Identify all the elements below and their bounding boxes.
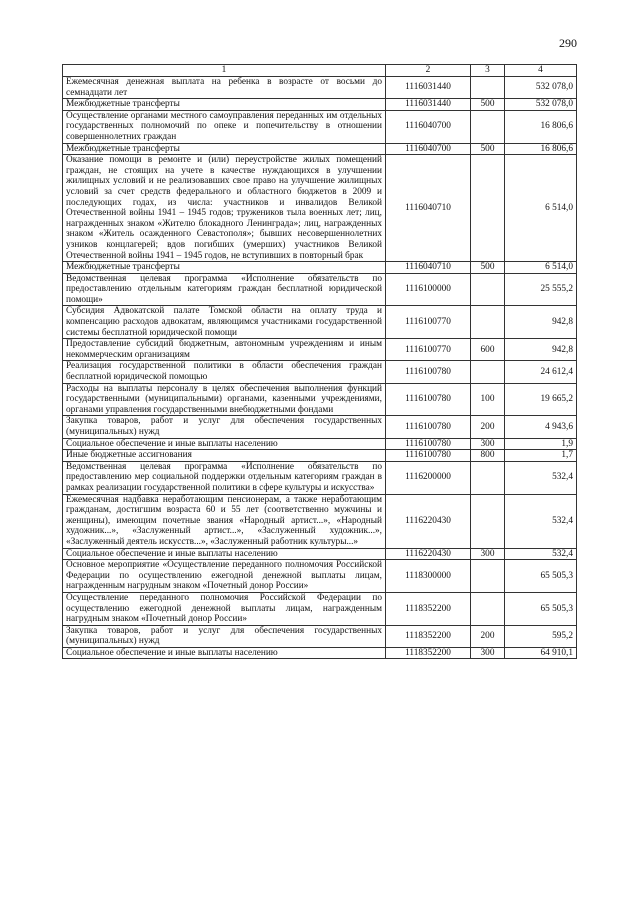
row-sum-cell: 532 078,0 <box>505 77 577 99</box>
row-name-cell: Расходы на выплаты персоналу в целях обеспечения выполнения функций государственными (муниципальными) органами, казенными учреждениями, органами управления государственными внебюджетными фондами <box>63 383 386 416</box>
table-row <box>63 625 577 647</box>
row-code-cell: 1116100770 <box>386 306 471 339</box>
row-code-cell: 1116100780 <box>386 383 471 416</box>
row-name-cell: Ежемесячная денежная выплата на ребенка в возрасте от восьми до семнадцати лет <box>63 77 386 99</box>
column-header: 1 <box>63 65 386 77</box>
table-row <box>63 339 577 361</box>
column-header: 2 <box>386 65 471 77</box>
row-name-cell: Межбюджетные трансферты <box>63 99 386 111</box>
row-sum-cell: 64 910,1 <box>505 647 577 659</box>
row-kvr-cell: 500 <box>471 99 505 111</box>
row-sum-cell: 532,4 <box>505 461 577 494</box>
page-number: 290 <box>559 36 577 50</box>
table-row <box>63 383 577 416</box>
row-code-cell: 1116100000 <box>386 273 471 306</box>
table-row <box>63 461 577 494</box>
row-name-cell: Основное мероприятие «Осуществление переданного полномочия Российской Федерации по осуществлению ежегодной денежной выплаты лицам, награжденным нагрудным знаком «Почетный донор России» <box>63 560 386 593</box>
table-header-row <box>63 65 577 77</box>
table-row <box>63 262 577 274</box>
row-sum-cell: 595,2 <box>505 625 577 647</box>
row-kvr-cell <box>471 592 505 625</box>
row-code-cell: 1118352200 <box>386 647 471 659</box>
row-code-cell: 1116031440 <box>386 77 471 99</box>
column-header: 4 <box>505 65 577 77</box>
row-sum-cell: 16 806,6 <box>505 110 577 143</box>
row-code-cell: 1116040710 <box>386 155 471 262</box>
table-row <box>63 560 577 593</box>
row-kvr-cell <box>471 273 505 306</box>
table-row <box>63 273 577 306</box>
table-row <box>63 438 577 450</box>
table-row <box>63 110 577 143</box>
row-sum-cell: 16 806,6 <box>505 143 577 155</box>
row-code-cell: 1116100780 <box>386 450 471 462</box>
row-kvr-cell: 300 <box>471 548 505 560</box>
row-name-cell: Межбюджетные трансферты <box>63 143 386 155</box>
table-row <box>63 450 577 462</box>
row-sum-cell: 6 514,0 <box>505 262 577 274</box>
row-kvr-cell: 600 <box>471 339 505 361</box>
table-row <box>63 494 577 548</box>
row-name-cell: Ведомственная целевая программа «Исполнение обязательств по предоставлению отдельным категориям граждан бесплатной юридической помощи» <box>63 273 386 306</box>
row-code-cell: 1116100780 <box>386 361 471 383</box>
row-name-cell: Социальное обеспечение и иные выплаты населению <box>63 548 386 560</box>
table-row <box>63 647 577 659</box>
row-kvr-cell <box>471 155 505 262</box>
row-kvr-cell <box>471 494 505 548</box>
row-code-cell: 1116100780 <box>386 416 471 438</box>
row-sum-cell: 6 514,0 <box>505 155 577 262</box>
row-name-cell: Социальное обеспечение и иные выплаты населению <box>63 438 386 450</box>
budget-table <box>62 64 577 659</box>
row-name-cell: Предоставление субсидий бюджетным, автономным учреждениям и иным некоммерческим организациям <box>63 339 386 361</box>
row-sum-cell: 4 943,6 <box>505 416 577 438</box>
table-row <box>63 143 577 155</box>
row-sum-cell: 25 555,2 <box>505 273 577 306</box>
row-kvr-cell <box>471 77 505 99</box>
row-kvr-cell: 800 <box>471 450 505 462</box>
row-kvr-cell <box>471 110 505 143</box>
row-kvr-cell <box>471 560 505 593</box>
table-row <box>63 77 577 99</box>
row-name-cell: Ежемесячная надбавка неработающим пенсионерам, а также неработающим гражданам, достигшим возраста 60 и 55 лет (соответственно мужчины и женщины), имеющим почетные звания «Народный артист...», «Народный художник...», «Заслуженный артист...», «Заслуженный художник...», «Заслуженный деятель искусств...», «Заслуженный работник культуры...» <box>63 494 386 548</box>
row-sum-cell: 942,8 <box>505 306 577 339</box>
row-name-cell: Межбюджетные трансферты <box>63 262 386 274</box>
row-code-cell: 1118300000 <box>386 560 471 593</box>
row-sum-cell: 532 078,0 <box>505 99 577 111</box>
row-sum-cell: 24 612,4 <box>505 361 577 383</box>
row-code-cell: 1118352200 <box>386 625 471 647</box>
row-code-cell: 1116040700 <box>386 110 471 143</box>
table-row <box>63 416 577 438</box>
row-name-cell: Закупка товаров, работ и услуг для обеспечения государственных (муниципальных) нужд <box>63 625 386 647</box>
row-sum-cell: 942,8 <box>505 339 577 361</box>
row-name-cell: Осуществление переданного полномочия Российской Федерации по осуществлению ежегодной денежной выплаты лицам, награжденным нагрудным знаком «Почетный донор России» <box>63 592 386 625</box>
row-code-cell: 1116220430 <box>386 494 471 548</box>
row-name-cell: Закупка товаров, работ и услуг для обеспечения государственных (муниципальных) нужд <box>63 416 386 438</box>
row-sum-cell: 1,9 <box>505 438 577 450</box>
row-sum-cell: 65 505,3 <box>505 592 577 625</box>
row-code-cell: 1116200000 <box>386 461 471 494</box>
row-sum-cell: 532,4 <box>505 494 577 548</box>
row-name-cell: Иные бюджетные ассигнования <box>63 450 386 462</box>
row-sum-cell: 1,7 <box>505 450 577 462</box>
row-kvr-cell: 500 <box>471 143 505 155</box>
row-name-cell: Социальное обеспечение и иные выплаты населению <box>63 647 386 659</box>
row-kvr-cell <box>471 461 505 494</box>
row-kvr-cell: 300 <box>471 647 505 659</box>
row-kvr-cell: 100 <box>471 383 505 416</box>
row-code-cell: 1116040700 <box>386 143 471 155</box>
table-row <box>63 155 577 262</box>
row-kvr-cell: 300 <box>471 438 505 450</box>
row-code-cell: 1116100780 <box>386 438 471 450</box>
table-body <box>63 77 577 659</box>
row-name-cell: Субсидия Адвокатской палате Томской области на оплату труда и компенсацию расходов адвокатам, являющимся участниками государственной системы бесплатной юридической помощи <box>63 306 386 339</box>
row-code-cell: 1116040710 <box>386 262 471 274</box>
row-code-cell: 1118352200 <box>386 592 471 625</box>
table-row <box>63 306 577 339</box>
row-kvr-cell <box>471 306 505 339</box>
row-kvr-cell <box>471 361 505 383</box>
table-row <box>63 592 577 625</box>
row-kvr-cell: 500 <box>471 262 505 274</box>
table-row <box>63 361 577 383</box>
row-code-cell: 1116100770 <box>386 339 471 361</box>
row-code-cell: 1116220430 <box>386 548 471 560</box>
row-code-cell: 1116031440 <box>386 99 471 111</box>
row-sum-cell: 65 505,3 <box>505 560 577 593</box>
row-name-cell: Реализация государственной политики в области обеспечения граждан бесплатной юридической помощью <box>63 361 386 383</box>
row-name-cell: Ведомственная целевая программа «Исполнение обязательств по предоставлению мер социальной поддержки отдельным категориям граждан в рамках реализации государственной политики в сфере культуры и искусства» <box>63 461 386 494</box>
column-header: 3 <box>471 65 505 77</box>
table-row <box>63 99 577 111</box>
row-kvr-cell: 200 <box>471 625 505 647</box>
row-sum-cell: 19 665,2 <box>505 383 577 416</box>
row-kvr-cell: 200 <box>471 416 505 438</box>
table-row <box>63 548 577 560</box>
row-name-cell: Осуществление органами местного самоуправления переданных им отдельных государственных полномочий по опеке и попечительству в отношении совершеннолетних граждан <box>63 110 386 143</box>
row-name-cell: Оказание помощи в ремонте и (или) переустройстве жилых помещений граждан, не стоящих на учете в качестве нуждающихся в улучшении жилищных условий и не реализовавших свое право на улучшение жилищных условий за счет средств федерального и областного бюджетов в 2009 и последующих годах, из числа: участников и инвалидов Великой Отечественной войны 1941 – 1945 годов; тружеников тыла военных лет; лиц, награжденных знаком «Жителю блокадного Ленинграда»; лиц, награжденных знаком «Житель осажденного Севастополя»; бывших несовершеннолетних узников концлагерей; вдов погибших (умерших) участников Великой Отечественной войны 1941 – 1945 годов, не вступивших в повторный брак <box>63 155 386 262</box>
row-sum-cell: 532,4 <box>505 548 577 560</box>
